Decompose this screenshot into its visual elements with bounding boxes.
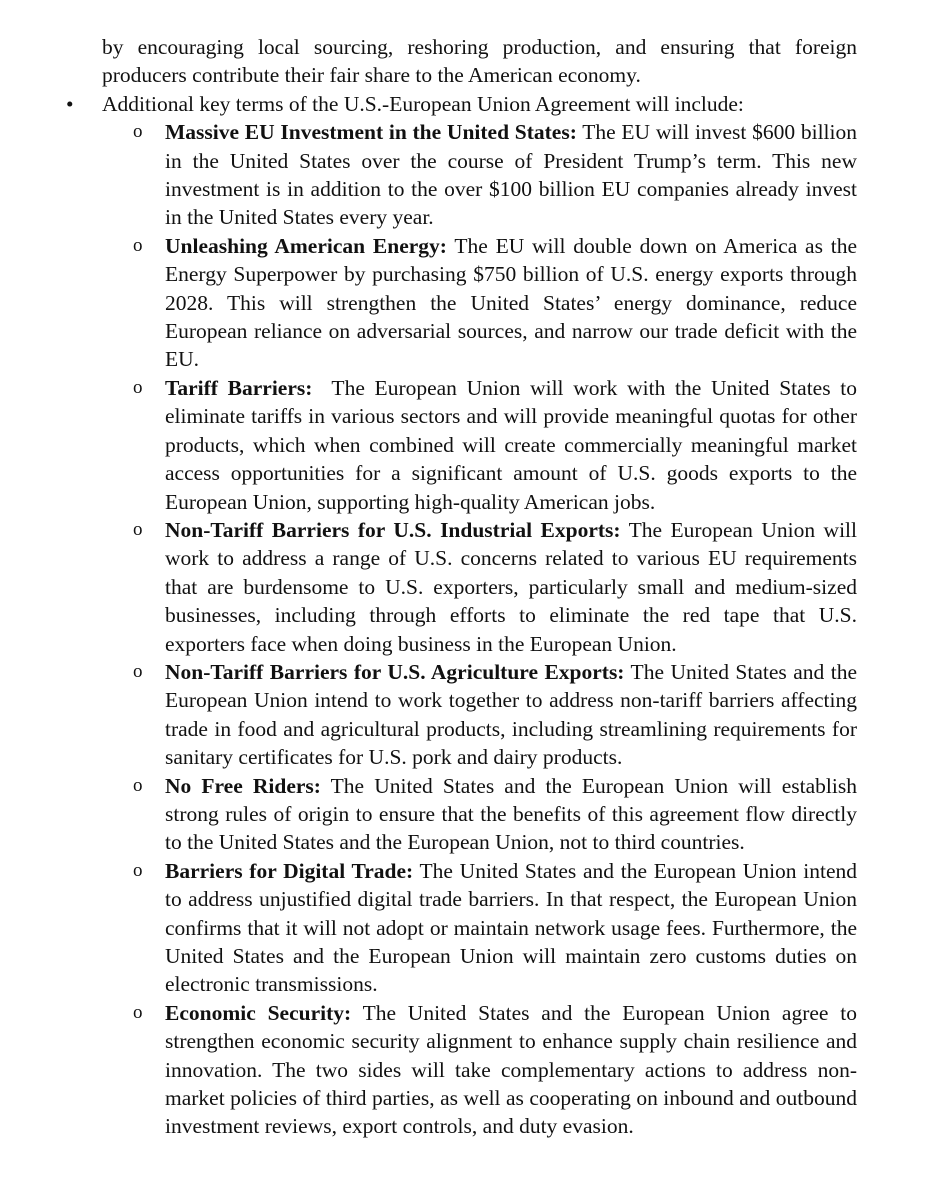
key-term-title: Non-Tariff Barriers for U.S. Agriculture Exports: [165,659,625,684]
key-term-title: Non-Tariff Barriers for U.S. Industrial Exports: [165,517,621,542]
key-term-tariff-barriers [133,374,863,516]
key-term-title: Unleashing American Energy: [165,233,447,258]
key-term-digital-trade [133,857,857,999]
bullet-marker: • [66,91,74,116]
key-term-text: The United States and the European Union intend to work together to address non-tariff barriers affecting trade in food and agricultural products, including streamlining requirements for sanitary certificates for U.S. pork and dairy products. [165,659,858,770]
key-term-title: No Free Riders: [165,773,321,798]
sub-bullet-marker: o [133,518,143,540]
key-terms-list [0,118,863,1141]
sub-bullet-marker: o [133,121,143,143]
bullet-item [66,90,857,118]
sub-bullet-marker: o [133,1001,143,1023]
lead-paragraph: by encouraging local sourcing, reshoring production, and ensuring that foreign producers contribute their fair share to the American economy. [102,35,857,88]
sub-bullet-marker: o [133,859,143,881]
key-term-title: Massive EU Investment in the United States: [165,120,577,145]
key-term-agriculture-exports [133,658,858,772]
key-term-investment [133,118,857,232]
key-term-text: The United States and the European Union agree to strengthen economic security alignment to enhance supply chain resilience and innovation. The two sides will take complementary actions to address non-market policies of third parties, as well as cooperating on inbound and outbound investment reviews, export controls, and duty evasion. [165,1000,857,1139]
key-term-title: Barriers for Digital Trade: [165,858,414,883]
sub-bullet-marker: o [133,774,143,796]
sub-bullet-marker: o [133,234,143,256]
key-term-text: The European Union will work to address a range of U.S. concerns related to various EU requirements that are burdensome to U.S. exporters, particularly small and medium-sized businesses, including through efforts to eliminate the red tape that U.S. exporters face when doing business in the European Union. [165,517,857,656]
key-term-industrial-exports [133,516,857,658]
key-term-economic-security [133,999,857,1141]
key-term-text: The United States and the European Union intend to address unjustified digital trade barriers. In that respect, the European Union confirms that it will not adopt or maintain network usage fees. Furthermore, the United States and the European Union will maintain zero customs duties on electronic transmissions. [165,858,857,997]
key-term-text: The EU will double down on America as the Energy Superpower by purchasing $750 billion of U.S. energy exports through 2028. This will strengthen the United States’ energy dominance, reduce European reliance on adversarial sources, and narrow our trade deficit with the EU. [165,233,858,372]
key-term-text: The European Union will work with the United States to eliminate tariffs in various sectors and will provide meaningful quotas for other products, which when combined will create commercially meaningful market access opportunities for a significant amount of U.S. goods exports to the European Union, supporting high-quality American jobs. [165,375,863,514]
sub-bullet-marker: o [133,660,143,682]
key-term-free-riders [133,772,857,857]
key-term-title: Economic Security: [165,1000,352,1025]
key-term-text: The United States and the European Union will establish strong rules of origin to ensure that the benefits of this agreement flow directly to the United States and the European Union, not to third countries. [165,773,857,855]
sub-bullet-marker: o [133,376,143,398]
key-term-title: Tariff Barriers: [165,375,313,400]
key-term-text: The EU will invest $600 billion in the United States over the course of President Trump’s term. This new investment is in addition to the over $100 billion EU companies already invest in the United States every year. [165,120,857,230]
key-term-energy [133,232,858,374]
bullet-text: Additional key terms of the U.S.-European Union Agreement will include: [102,91,744,116]
